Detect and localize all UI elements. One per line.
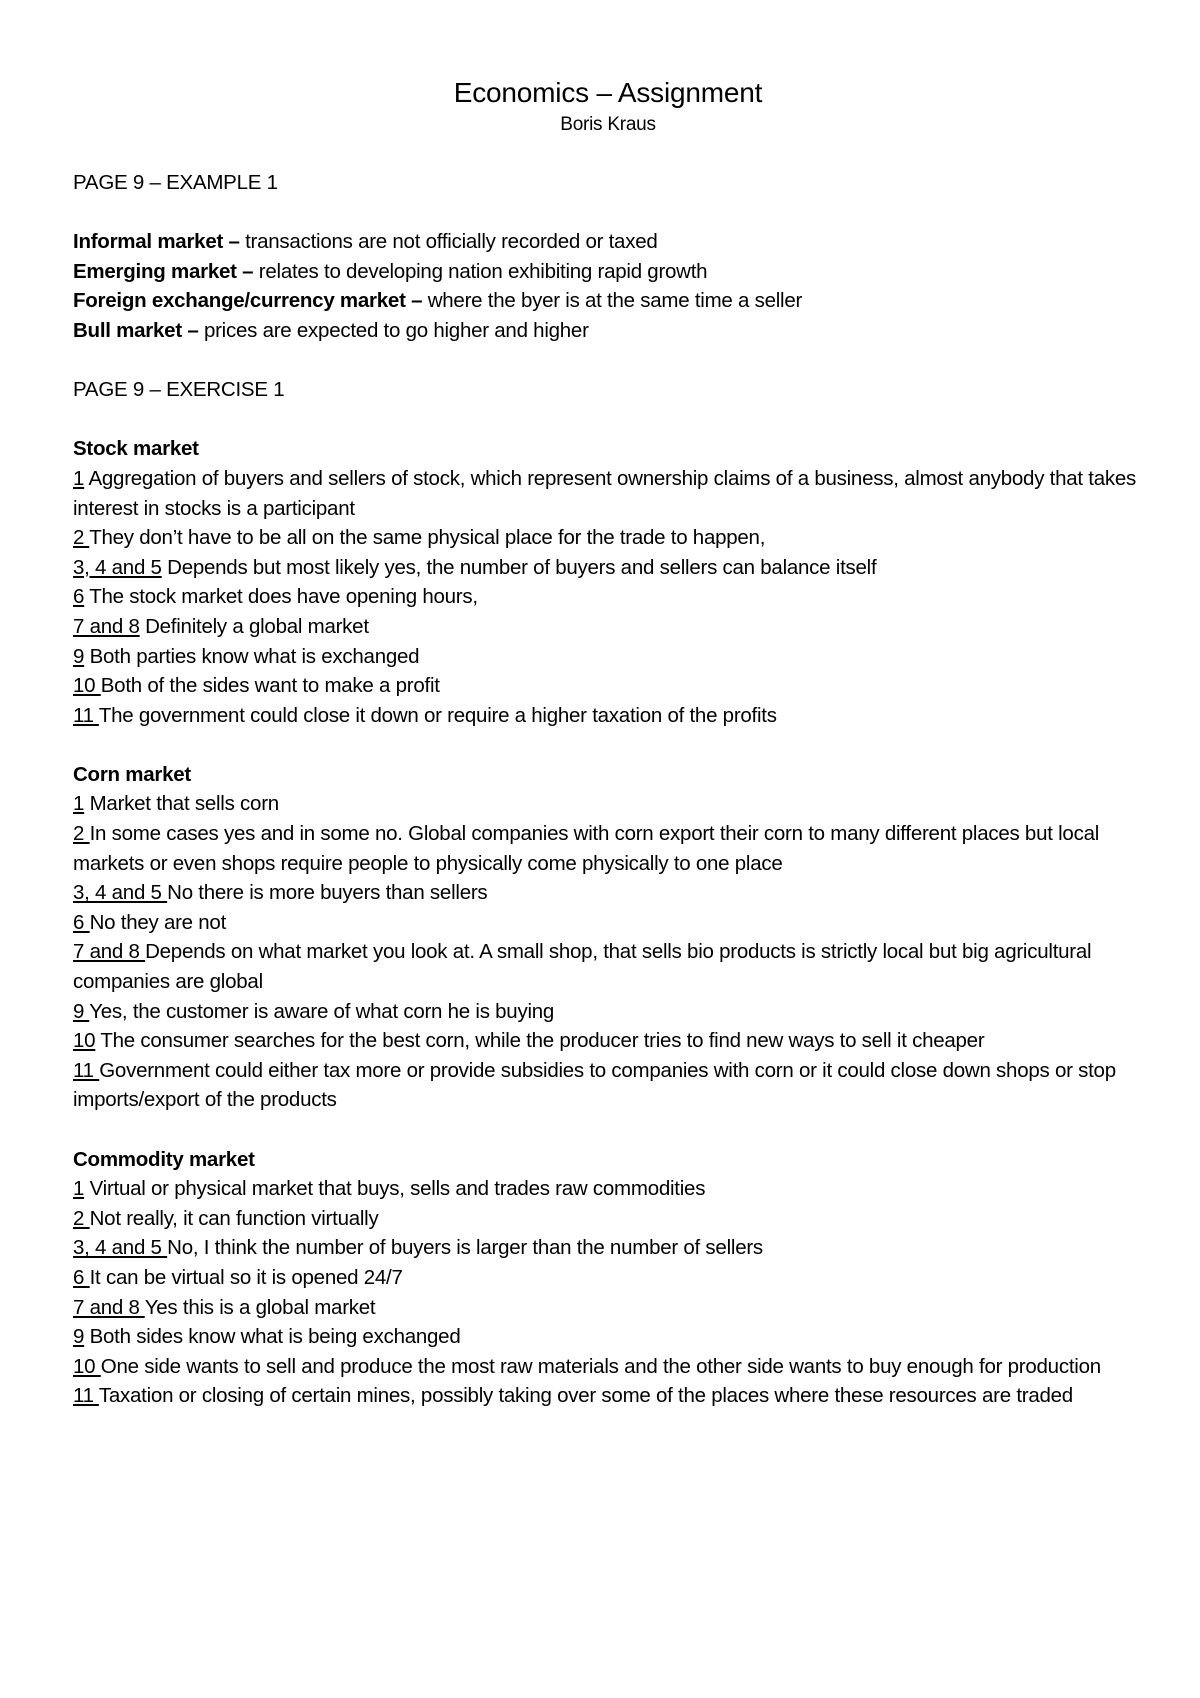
answer-number: 7 and 8 bbox=[73, 1295, 145, 1319]
section-stock-market bbox=[73, 434, 1143, 730]
answer-text: It can be virtual so it is opened 24/7 bbox=[89, 1265, 403, 1289]
answer-text: The stock market does have opening hours, bbox=[84, 585, 478, 609]
answer-text: No, I think the number of buyers is larger than the number of sellers bbox=[167, 1236, 763, 1260]
definition-item bbox=[73, 286, 1143, 316]
answer-number: 3, 4 and 5 bbox=[73, 555, 162, 579]
answer-number: 2 bbox=[73, 1206, 90, 1230]
definition-separator: – bbox=[223, 230, 246, 254]
answer-text: Yes, the customer is aware of what corn he is buying bbox=[89, 999, 555, 1023]
definition-text: prices are expected to go higher and higher bbox=[203, 318, 589, 342]
answer-number: 9 bbox=[73, 1325, 85, 1349]
spacer bbox=[73, 730, 1143, 760]
answer-text: Depends but most likely yes, the number of buyers and sellers can balance itself bbox=[161, 555, 877, 579]
answer-item bbox=[73, 789, 1143, 819]
answer-item bbox=[73, 612, 1143, 642]
definition-separator: – bbox=[405, 289, 428, 313]
answer-text: Yes this is a global market bbox=[144, 1295, 376, 1319]
answer-item bbox=[73, 464, 1143, 523]
spacer bbox=[73, 405, 1143, 435]
answer-item bbox=[73, 1381, 1143, 1411]
answer-number: 7 and 8 bbox=[73, 614, 140, 638]
definition-text: transactions are not officially recorded or taxed bbox=[245, 230, 658, 254]
answer-item bbox=[73, 1056, 1143, 1115]
answer-number: 6 bbox=[73, 910, 90, 934]
spacer bbox=[73, 346, 1143, 376]
answer-item bbox=[73, 819, 1143, 878]
answer-number: 1 bbox=[73, 466, 85, 490]
example-heading: PAGE 9 – EXAMPLE 1 bbox=[73, 171, 278, 194]
section-title: Stock market bbox=[73, 437, 199, 461]
document-title: Economics – Assignment bbox=[453, 77, 763, 108]
answer-text: Virtual or physical market that buys, sells and trades raw commodities bbox=[84, 1177, 706, 1201]
answer-text: Both sides know what is being exchanged bbox=[84, 1325, 461, 1349]
answer-number: 1 bbox=[73, 1177, 85, 1201]
document-body bbox=[73, 74, 1143, 1411]
section-title: Corn market bbox=[73, 762, 192, 786]
definition-term: Informal market bbox=[73, 230, 224, 254]
answer-text: Both parties know what is exchanged bbox=[84, 644, 420, 668]
answer-number: 3, 4 and 5 bbox=[73, 1236, 168, 1260]
answer-text: Definitely a global market bbox=[139, 614, 369, 638]
answer-number: 9 bbox=[73, 644, 85, 668]
definition-item bbox=[73, 257, 1143, 287]
answer-item bbox=[73, 1322, 1143, 1352]
answer-text: The consumer searches for the best corn, while the producer tries to find new ways to sell it cheaper bbox=[95, 1029, 985, 1053]
answer-number: 11 bbox=[73, 1058, 100, 1082]
answer-number: 6 bbox=[73, 585, 85, 609]
answer-number: 11 bbox=[73, 703, 99, 727]
answer-item bbox=[73, 523, 1143, 553]
spacer bbox=[73, 1115, 1143, 1145]
section-commodity-market bbox=[73, 1145, 1143, 1411]
answer-item bbox=[73, 937, 1143, 996]
answer-number: 9 bbox=[73, 999, 90, 1023]
definition-separator: – bbox=[181, 318, 204, 342]
document-author: Boris Kraus bbox=[560, 114, 656, 135]
answer-number: 3, 4 and 5 bbox=[73, 881, 168, 905]
spacer bbox=[73, 198, 1143, 228]
answer-item bbox=[73, 642, 1143, 672]
answer-number: 1 bbox=[73, 792, 85, 816]
section-title: Commodity market bbox=[73, 1147, 255, 1171]
definition-item bbox=[73, 316, 1143, 346]
definition-text: where the byer is at the same time a seller bbox=[427, 289, 803, 313]
definition-item bbox=[73, 227, 1143, 257]
answer-text: Both of the sides want to make a profit bbox=[100, 674, 440, 698]
answer-item bbox=[73, 1026, 1143, 1056]
answer-item bbox=[73, 908, 1143, 938]
answer-item bbox=[73, 1204, 1143, 1234]
definition-term: Emerging market bbox=[73, 259, 237, 283]
answer-item bbox=[73, 582, 1143, 612]
answer-item bbox=[73, 878, 1143, 908]
answer-text: Depends on what market you look at. A small shop, that sells bio products is strictly local but big agricultural companies are global bbox=[73, 940, 1092, 994]
answer-text: They don’t have to be all on the same physical place for the trade to happen, bbox=[89, 526, 766, 550]
answer-text: Market that sells corn bbox=[84, 792, 279, 816]
definition-separator: – bbox=[236, 259, 259, 283]
answer-text: Taxation or closing of certain mines, possibly taking over some of the places where these resources are traded bbox=[98, 1384, 1073, 1408]
definition-term: Bull market bbox=[73, 318, 182, 342]
answer-item bbox=[73, 1174, 1143, 1204]
answer-text: No they are not bbox=[89, 910, 227, 934]
answer-item bbox=[73, 997, 1143, 1027]
answer-text: One side wants to sell and produce the most raw materials and the other side wants to buy enough for production bbox=[100, 1354, 1101, 1378]
answer-text: Not really, it can function virtually bbox=[89, 1206, 379, 1230]
definition-term: Foreign exchange/currency market bbox=[73, 289, 406, 313]
answer-number: 11 bbox=[73, 1384, 99, 1408]
answer-number: 6 bbox=[73, 1265, 90, 1289]
answer-text: No there is more buyers than sellers bbox=[167, 881, 488, 905]
answer-text: In some cases yes and in some no. Global companies with corn export their corn to many different places but local markets or even shops require people to physically come physically to one place bbox=[73, 822, 1100, 875]
answer-number: 10 bbox=[73, 674, 101, 698]
answer-item bbox=[73, 671, 1143, 701]
section-corn-market bbox=[73, 760, 1143, 1115]
answer-item bbox=[73, 553, 1143, 583]
answer-item bbox=[73, 1233, 1143, 1263]
answer-number: 10 bbox=[73, 1354, 101, 1378]
answer-number: 10 bbox=[73, 1029, 96, 1053]
definitions-list bbox=[73, 227, 1143, 345]
answer-item bbox=[73, 701, 1143, 731]
answer-text: The government could close it down or require a higher taxation of the profits bbox=[98, 703, 777, 727]
answer-item bbox=[73, 1293, 1143, 1323]
answer-text: Government could either tax more or provide subsidies to companies with corn or it could close down shops or stop imports/export of the products bbox=[73, 1058, 1116, 1112]
exercise-heading: PAGE 9 – EXERCISE 1 bbox=[73, 378, 285, 402]
definition-text: relates to developing nation exhibiting rapid growth bbox=[258, 259, 708, 283]
answer-item bbox=[73, 1263, 1143, 1293]
answer-number: 2 bbox=[73, 822, 90, 846]
answer-number: 7 and 8 bbox=[73, 940, 146, 964]
answer-number: 2 bbox=[73, 526, 90, 550]
answer-item bbox=[73, 1352, 1143, 1382]
answer-text: Aggregation of buyers and sellers of stock, which represent ownership claims of a business, almost anybody that takes interest in stocks is a participant bbox=[73, 466, 1137, 520]
